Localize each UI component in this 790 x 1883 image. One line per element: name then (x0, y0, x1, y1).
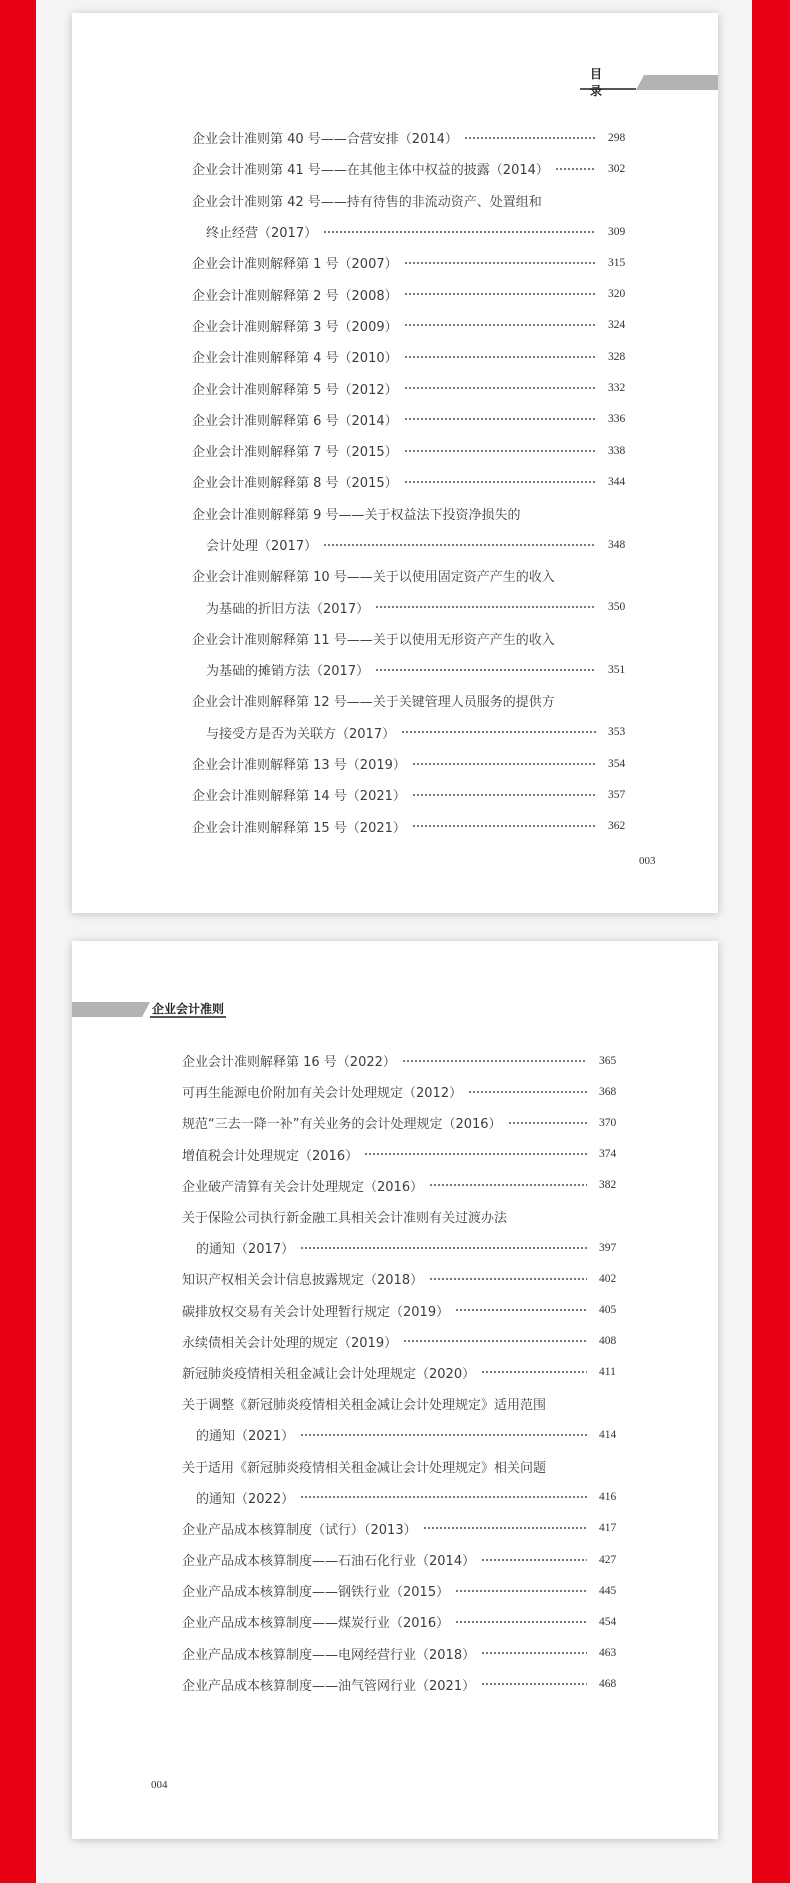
dot-leader (555, 168, 596, 170)
toc-entry-title: 的通知（2021） (196, 1429, 295, 1445)
toc-page-number: 405 (599, 1304, 617, 1317)
toc-entry[interactable] (192, 153, 634, 184)
table-of-contents (182, 1045, 625, 1700)
table-of-contents (192, 122, 634, 842)
toc-entry[interactable] (182, 1669, 625, 1700)
toc-entry-title: 终止经营（2017） (206, 226, 318, 242)
toc-entry[interactable] (182, 1419, 625, 1450)
toc-page-number: 374 (599, 1148, 617, 1161)
toc-entry-title: 企业产品成本核算制度（试行）（2013） (182, 1522, 417, 1538)
toc-entry-title: 为基础的摊销方法（2017） (206, 664, 370, 680)
dot-leader (404, 481, 596, 483)
toc-entry-title: 企业会计准则解释第 11 号——关于以使用无形资产产生的收入 (192, 632, 555, 648)
toc-page-number: 417 (599, 1522, 617, 1535)
dot-leader (364, 1153, 587, 1155)
toc-entry-title: 的通知（2017） (196, 1242, 295, 1258)
toc-page-number: 463 (599, 1647, 617, 1660)
dot-leader (404, 324, 596, 326)
toc-entry[interactable] (182, 1357, 625, 1388)
dot-leader (455, 1309, 587, 1311)
toc-entry-title: 碳排放权交易有关会计处理暂行规定（2019） (182, 1304, 450, 1320)
toc-entry[interactable] (192, 560, 634, 591)
toc-entry-title: 企业会计准则解释第 5 号（2012） (192, 382, 398, 398)
toc-entry[interactable] (192, 498, 634, 529)
toc-entry[interactable] (182, 1170, 625, 1201)
toc-page-number: 402 (599, 1272, 617, 1285)
dot-leader (481, 1683, 587, 1685)
toc-entry[interactable] (192, 247, 634, 278)
toc-page-number: 302 (608, 162, 626, 175)
page-number: 004 (151, 1779, 168, 1791)
toc-page-number: 357 (608, 788, 626, 801)
book-page-004 (72, 941, 718, 1839)
toc-page-number: 354 (608, 757, 626, 770)
toc-page-number: 320 (608, 288, 626, 301)
toc-entry-title: 企业会计准则解释第 4 号（2010） (192, 351, 398, 367)
toc-entry[interactable] (182, 1076, 625, 1107)
toc-entry-title: 企业会计准则解释第 12 号——关于关键管理人员服务的提供方 (192, 695, 555, 711)
toc-page-number: 338 (608, 444, 626, 457)
toc-page-number: 368 (599, 1085, 617, 1098)
toc-page-number: 298 (608, 131, 626, 144)
toc-entry-title: 企业会计准则解释第 8 号（2015） (192, 476, 398, 492)
page-number: 003 (639, 855, 656, 867)
toc-entry-title: 企业会计准则解释第 14 号（2021） (192, 789, 406, 805)
toc-entry[interactable] (182, 1326, 625, 1357)
toc-entry[interactable] (192, 529, 634, 560)
toc-page-number: 344 (608, 475, 626, 488)
left-red-border (0, 0, 36, 1883)
toc-page-number: 427 (599, 1553, 617, 1566)
toc-entry[interactable] (182, 1450, 625, 1481)
right-red-border (752, 0, 790, 1883)
dot-leader (401, 731, 596, 733)
running-header-bar (636, 75, 718, 90)
toc-page-number: 365 (599, 1054, 617, 1067)
dot-leader (412, 794, 596, 796)
toc-entry[interactable] (192, 278, 634, 309)
toc-entry-title: 企业会计准则第 40 号——合营安排（2014） (192, 132, 458, 148)
dot-leader (508, 1122, 587, 1124)
toc-page-number: 309 (608, 225, 626, 238)
toc-entry[interactable] (182, 1513, 625, 1544)
toc-page-number: 370 (599, 1116, 617, 1129)
toc-entry[interactable] (192, 685, 634, 716)
dot-leader (429, 1278, 587, 1280)
toc-entry[interactable] (182, 1232, 625, 1263)
toc-entry[interactable] (182, 1482, 625, 1513)
toc-entry-title: 企业会计准则解释第 7 号（2015） (192, 445, 398, 461)
toc-entry[interactable] (182, 1575, 625, 1606)
toc-entry[interactable] (192, 372, 634, 403)
toc-entry-title: 企业会计准则解释第 6 号（2014） (192, 413, 398, 429)
toc-entry-title: 企业会计准则第 41 号——在其他主体中权益的披露（2014） (192, 163, 549, 179)
toc-entry[interactable] (192, 122, 634, 153)
toc-entry[interactable] (192, 341, 634, 372)
toc-page-number: 336 (608, 413, 626, 426)
toc-entry[interactable] (182, 1544, 625, 1575)
toc-entry[interactable] (192, 717, 634, 748)
toc-page-number: 353 (608, 726, 626, 739)
toc-entry[interactable] (192, 623, 634, 654)
toc-page-number: 362 (608, 820, 626, 833)
toc-page-number: 350 (608, 601, 626, 614)
dot-leader (464, 137, 596, 139)
toc-entry[interactable] (192, 435, 634, 466)
dot-leader (404, 293, 596, 295)
toc-entry-title: 增值税会计处理规定（2016） (182, 1148, 359, 1164)
running-header-contents (580, 66, 718, 98)
toc-entry-title: 企业会计准则解释第 15 号（2021） (192, 820, 406, 836)
toc-page-number: 408 (599, 1335, 617, 1348)
dot-leader (404, 356, 596, 358)
toc-entry-title: 的通知（2022） (196, 1491, 295, 1507)
toc-entry-title: 会计处理（2017） (206, 539, 318, 554)
toc-entry-title: 企业会计准则解释第 1 号（2007） (192, 257, 398, 273)
toc-entry-title: 企业会计准则解释第 3 号（2009） (192, 319, 398, 335)
dot-leader (300, 1247, 587, 1249)
toc-entry[interactable] (192, 404, 634, 435)
toc-entry[interactable] (182, 1201, 625, 1232)
toc-page-number: 351 (608, 663, 626, 676)
toc-entry-title: 新冠肺炎疫情相关租金减让会计处理规定（2020） (182, 1366, 476, 1382)
toc-entry[interactable] (192, 654, 634, 685)
toc-entry-title: 企业会计准则解释第 10 号——关于以使用固定资产产生的收入 (192, 570, 555, 586)
running-header-book-title (72, 1002, 232, 1017)
toc-page-number: 382 (599, 1179, 617, 1192)
dot-leader (404, 450, 596, 452)
toc-entry-title: 企业产品成本核算制度——油气管网行业（2021） (182, 1678, 476, 1694)
toc-entry-title: 知识产权相关会计信息披露规定（2018） (182, 1273, 424, 1289)
dot-leader (404, 262, 596, 264)
toc-entry[interactable] (192, 811, 634, 842)
toc-entry-title: 企业产品成本核算制度——煤炭行业（2016） (182, 1616, 450, 1632)
running-header-label: 企业会计准则 (152, 1002, 225, 1016)
toc-page-number: 397 (599, 1241, 617, 1254)
dot-leader (481, 1652, 587, 1654)
toc-page-number: 416 (599, 1491, 617, 1504)
dot-leader (429, 1184, 587, 1186)
toc-page-number: 315 (608, 256, 626, 269)
toc-page-number: 468 (599, 1678, 617, 1691)
toc-entry[interactable] (182, 1107, 625, 1138)
toc-entry-title: 企业会计准则解释第 13 号（2019） (192, 758, 406, 774)
toc-entry-title: 可再生能源电价附加有关会计处理规定（2012） (182, 1086, 463, 1102)
toc-entry-title: 企业产品成本核算制度——钢铁行业（2015） (182, 1585, 450, 1601)
toc-page-number: 332 (608, 382, 626, 395)
toc-entry-title: 企业破产清算有关会计处理规定（2016） (182, 1179, 424, 1195)
dot-leader (455, 1621, 587, 1623)
toc-entry-title: 与接受方是否为关联方（2017） (206, 726, 396, 742)
toc-entry-title: 关于适用《新冠肺炎疫情相关租金减让会计处理规定》相关问题 (182, 1460, 547, 1476)
dot-leader (468, 1091, 587, 1093)
toc-entry[interactable] (182, 1263, 625, 1294)
dot-leader (323, 544, 596, 546)
toc-entry[interactable] (192, 748, 634, 779)
dot-leader (375, 669, 596, 671)
toc-entry-title: 为基础的折旧方法（2017） (206, 601, 370, 617)
toc-entry[interactable] (192, 591, 634, 622)
toc-page-number: 348 (608, 538, 626, 551)
toc-entry-title: 关于调整《新冠肺炎疫情相关租金减让会计处理规定》适用范围 (182, 1398, 547, 1414)
toc-entry-title: 关于保险公司执行新金融工具相关会计准则有关过渡办法 (182, 1211, 508, 1227)
dot-leader (404, 418, 596, 420)
toc-entry[interactable] (182, 1388, 625, 1419)
toc-page-number: 411 (599, 1366, 616, 1379)
dot-leader (300, 1496, 587, 1498)
running-header-label: 目录 (580, 75, 636, 90)
toc-entry-title: 企业会计准则解释第 16 号（2022） (182, 1055, 396, 1071)
toc-entry-title: 企业会计准则解释第 2 号（2008） (192, 288, 398, 304)
toc-entry-title: 企业产品成本核算制度——电网经营行业（2018） (182, 1647, 476, 1663)
dot-leader (323, 231, 596, 233)
dot-leader (412, 763, 596, 765)
dot-leader (412, 825, 596, 827)
toc-page-number: 454 (599, 1615, 617, 1628)
toc-entry[interactable] (192, 779, 634, 810)
toc-entry[interactable] (182, 1045, 625, 1076)
toc-page-number: 445 (599, 1584, 617, 1597)
dot-leader (423, 1527, 587, 1529)
toc-entry[interactable] (192, 185, 634, 216)
toc-page-number: 414 (599, 1428, 617, 1441)
toc-entry[interactable] (182, 1606, 625, 1637)
running-header-bar (72, 1002, 150, 1017)
toc-entry-title: 企业会计准则解释第 9 号——关于权益法下投资净损失的 (192, 507, 521, 523)
toc-entry[interactable] (192, 310, 634, 341)
book-page-003 (72, 13, 718, 913)
toc-page-number: 324 (608, 319, 626, 332)
toc-entry-title: 规范“三去一降一补”有关业务的会计处理规定（2016） (182, 1117, 502, 1133)
toc-entry[interactable] (192, 216, 634, 247)
dot-leader (455, 1590, 587, 1592)
dot-leader (375, 606, 596, 608)
toc-entry-title: 企业产品成本核算制度——石油石化行业（2014） (182, 1554, 476, 1570)
dot-leader (300, 1434, 587, 1436)
toc-entry-title: 企业会计准则第 42 号——持有待售的非流动资产、处置组和 (192, 194, 542, 210)
dot-leader (402, 1060, 587, 1062)
dot-leader (403, 1340, 587, 1342)
toc-page-number: 328 (608, 350, 626, 363)
toc-entry[interactable] (182, 1139, 625, 1170)
dot-leader (481, 1371, 587, 1373)
toc-entry[interactable] (182, 1638, 625, 1669)
dot-leader (404, 387, 596, 389)
dot-leader (481, 1559, 587, 1561)
toc-entry[interactable] (182, 1295, 625, 1326)
toc-entry-title: 永续债相关会计处理的规定（2019） (182, 1335, 398, 1351)
toc-entry[interactable] (192, 466, 634, 497)
